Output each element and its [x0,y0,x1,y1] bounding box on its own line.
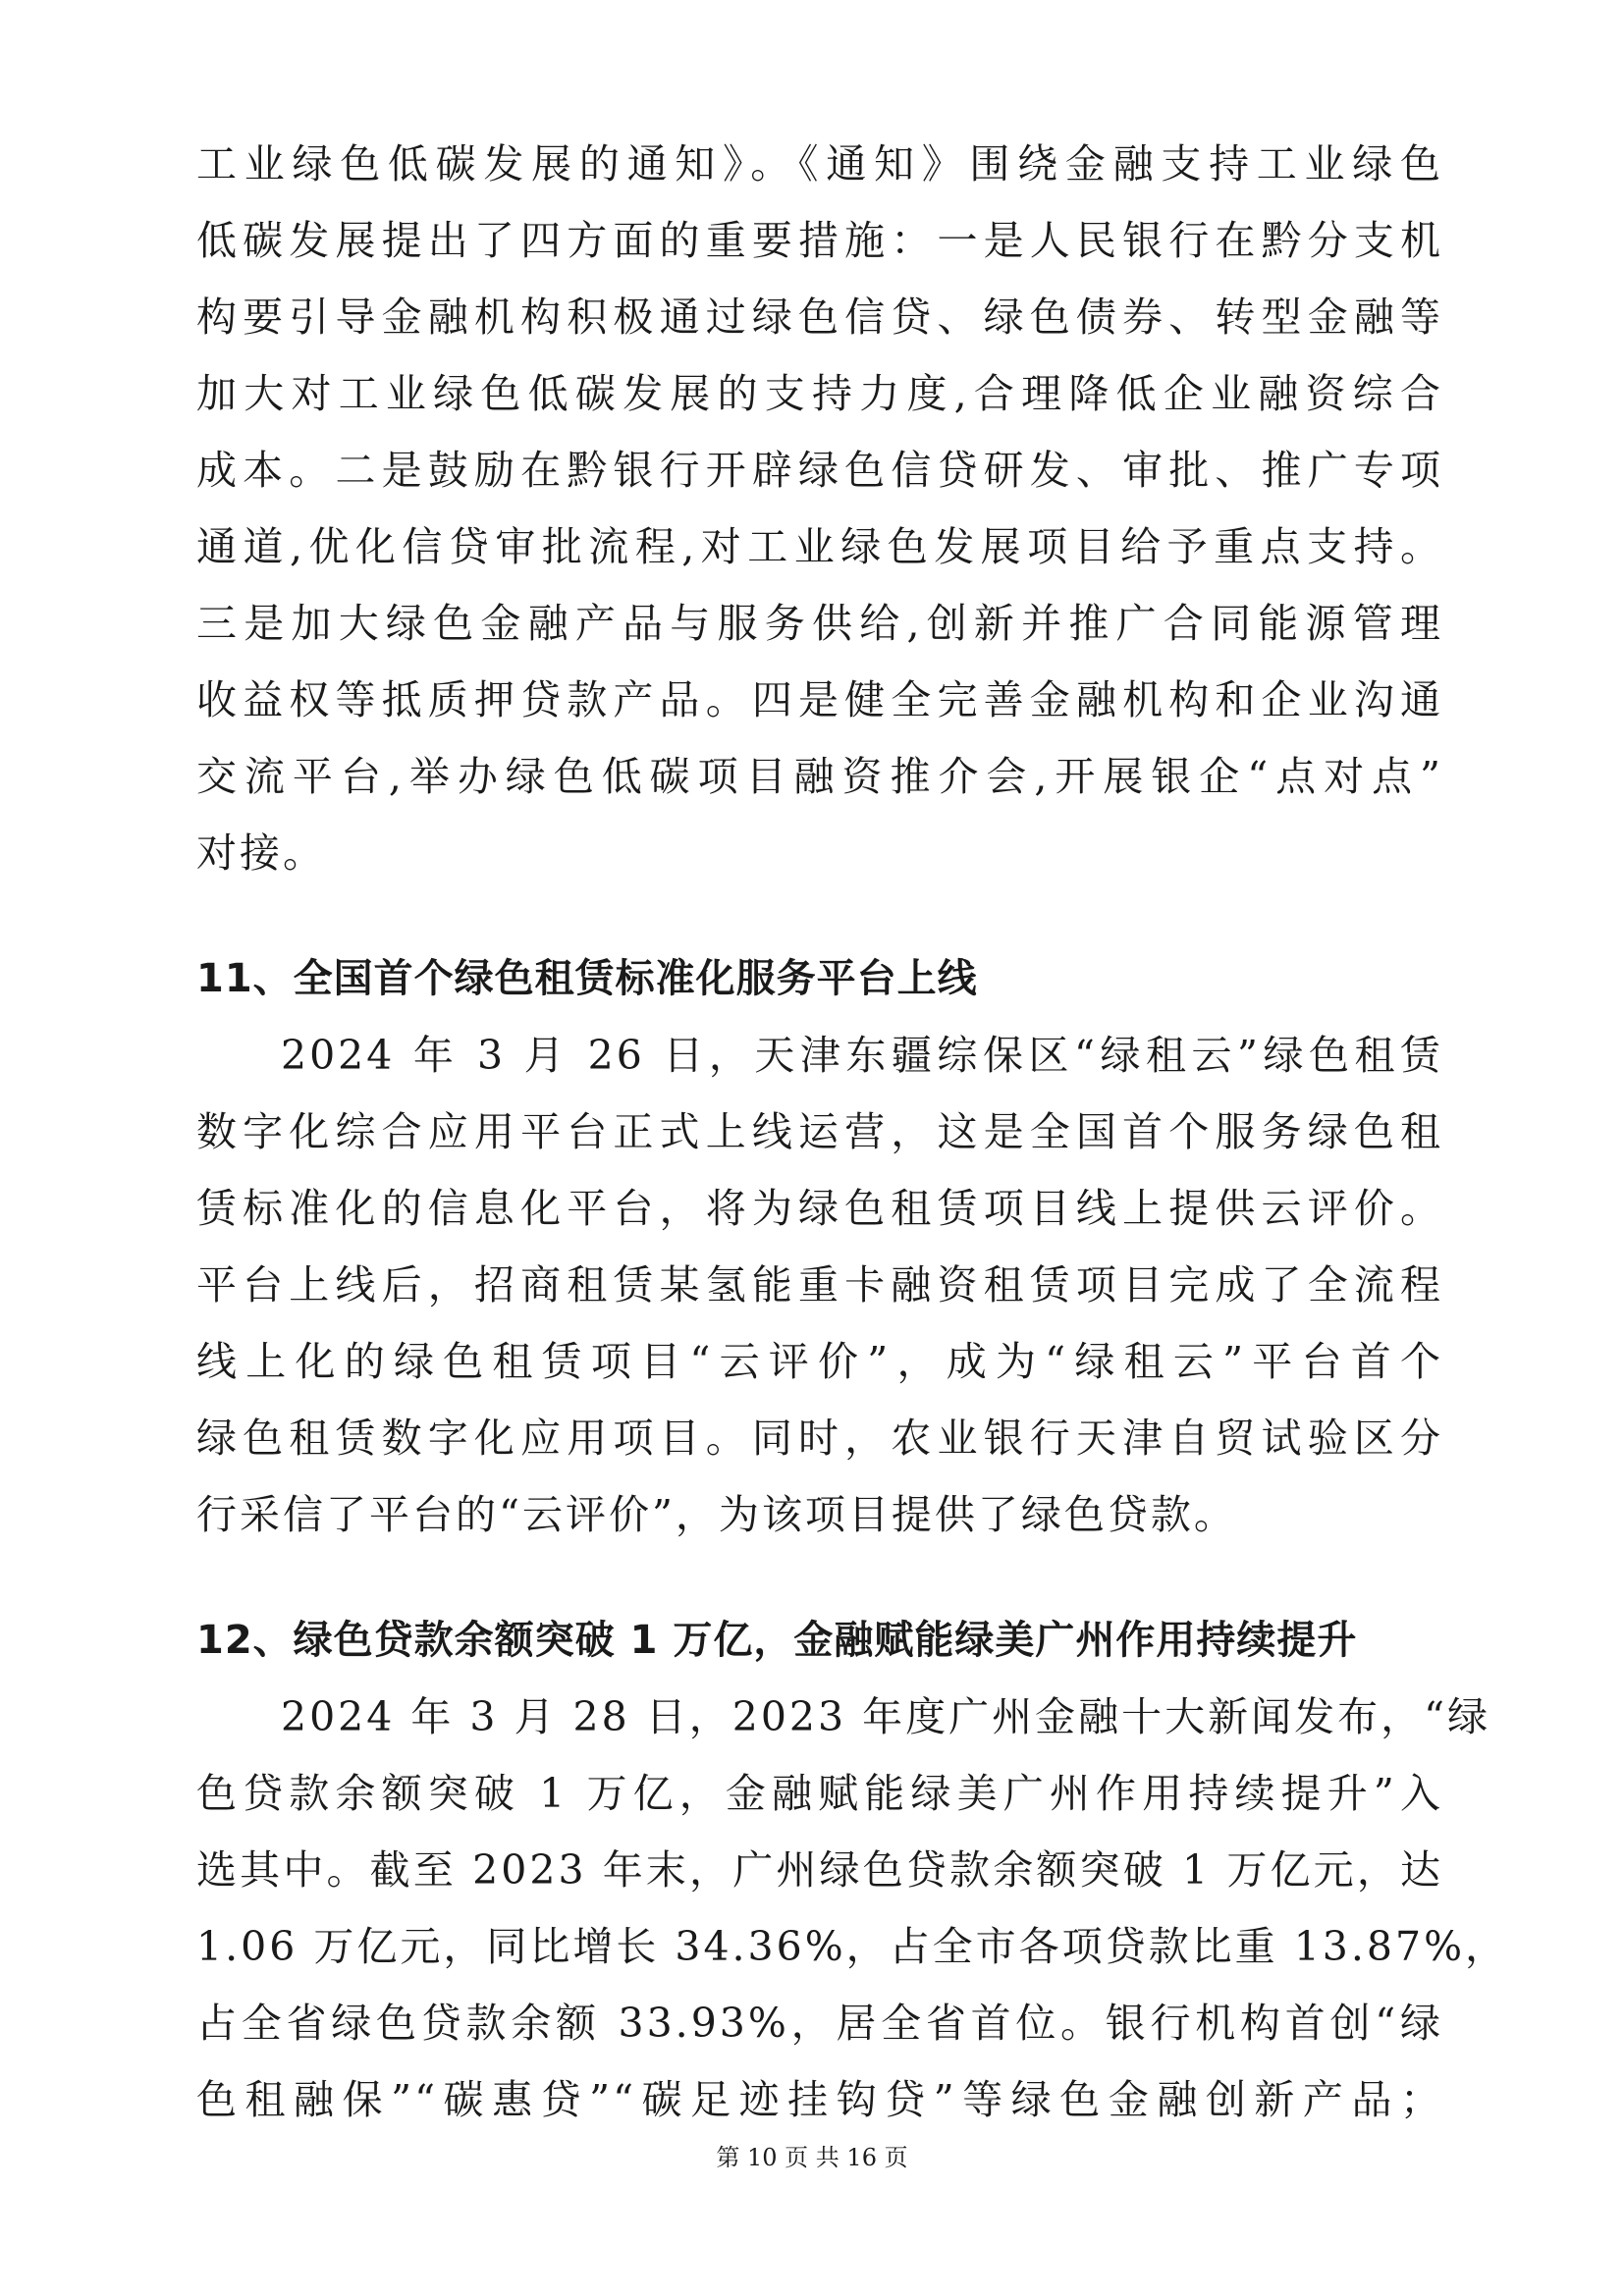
paragraph-line: 构要引导金融机构积极通过绿色信贷、绿色债券、转型金融等 [196,294,1443,341]
paragraph-line: 平台上线后，招商租赁某氢能重卡融资租赁项目完成了全流程 [196,1261,1443,1308]
paragraph-line: 低碳发展提出了四方面的重要措施：一是人民银行在黔分支机 [196,217,1443,264]
paragraph-line: 通道,优化信贷审批流程,对工业绿色发展项目给予重点支持。 [196,523,1443,570]
paragraph-line: 占全省绿色贷款余额 33.93%，居全省首位。银行机构首创“绿 [196,2000,1443,2047]
paragraph-line: 赁标准化的信息化平台，将为绿色租赁项目线上提供云评价。 [196,1185,1443,1232]
paragraph-line: 色租融保”“碳惠贷”“碳足迹挂钩贷”等绿色金融创新产品； [196,2076,1443,2123]
paragraph-line: 绿色租赁数字化应用项目。同时，农业银行天津自贸试验区分 [196,1415,1443,1462]
paragraph-line: 成本。二是鼓励在黔银行开辟绿色信贷研发、审批、推广专项 [196,447,1443,494]
paragraph-line: 加大对工业绿色低碳发展的支持力度,合理降低企业融资综合 [196,370,1443,417]
paragraph-line: 2024 年 3 月 26 日，天津东疆综保区“绿租云”绿色租赁 [281,1032,1443,1079]
paragraph-line: 线上化的绿色租赁项目“云评价”，成为“绿租云”平台首个 [196,1338,1443,1385]
page-number-footer: 第 10 页 共 16 页 [716,2144,908,2171]
section-heading-12: 12、绿色贷款余额突破 1 万亿，金融赋能绿美广州作用持续提升 [196,1618,1358,1663]
paragraph-line: 工业绿色低碳发展的通知》。《通知》围绕金融支持工业绿色 [196,140,1443,187]
paragraph-line: 2024 年 3 月 28 日，2023 年度广州金融十大新闻发布，“绿 [281,1693,1491,1740]
paragraph-line: 1.06 万亿元，同比增长 34.36%，占全市各项贷款比重 13.87%， [196,1923,1509,1970]
paragraph-line: 行采信了平台的“云评价”，为该项目提供了绿色贷款。 [196,1491,1237,1538]
paragraph-line: 数字化综合应用平台正式上线运营，这是全国首个服务绿色租 [196,1108,1443,1155]
paragraph-line: 交流平台,举办绿色低碳项目融资推介会,开展银企“点对点” [196,753,1443,800]
paragraph-line: 三是加大绿色金融产品与服务供给,创新并推广合同能源管理 [196,600,1443,647]
paragraph-line: 收益权等抵质押贷款产品。四是健全完善金融机构和企业沟通 [196,676,1443,723]
section-heading-11: 11、全国首个绿色租赁标准化服务平台上线 [196,956,978,1001]
paragraph-line: 对接。 [196,829,326,877]
paragraph-line: 选其中。截至 2023 年末，广州绿色贷款余额突破 1 万亿元，达 [196,1846,1443,1894]
paragraph-line: 色贷款余额突破 1 万亿，金融赋能绿美广州作用持续提升”入 [196,1770,1443,1817]
